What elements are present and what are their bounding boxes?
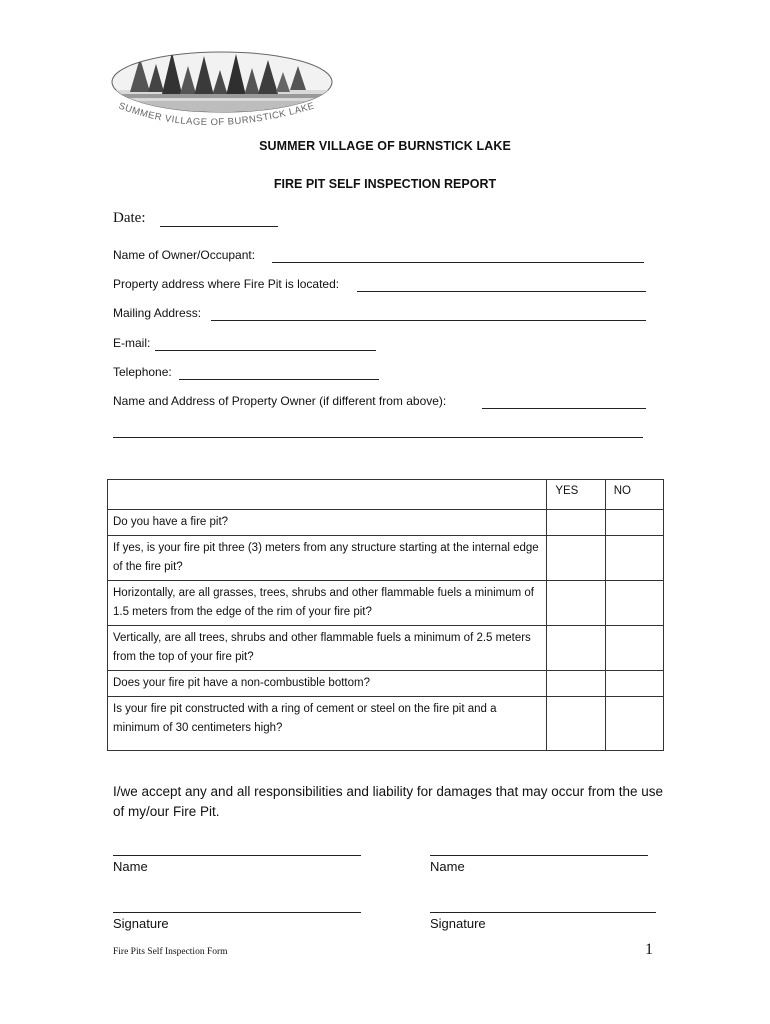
name-right-label: Name	[430, 859, 465, 874]
owner-different-label: Name and Address of Property Owner (if different from above):	[113, 394, 447, 408]
document-title: SUMMER VILLAGE OF BURNSTICK LAKE	[259, 139, 511, 153]
table-row	[108, 581, 664, 626]
answer-no-1[interactable]	[605, 510, 663, 536]
question-5: Does your fire pit have a non-combustible bottom?	[108, 671, 547, 697]
answer-no-2[interactable]	[605, 536, 663, 581]
signature-left-line[interactable]	[113, 912, 361, 913]
name-left-line[interactable]	[113, 855, 361, 856]
answer-yes-6[interactable]	[547, 697, 605, 751]
no-header: NO	[605, 480, 663, 510]
signature-right-line[interactable]	[430, 912, 656, 913]
table-header-row	[108, 480, 664, 510]
name-left-label: Name	[113, 859, 148, 874]
answer-no-5[interactable]	[605, 671, 663, 697]
date-field[interactable]	[160, 226, 278, 227]
logo-text: SUMMER VILLAGE OF BURNSTICK LAKE	[116, 100, 316, 129]
question-1: Do you have a fire pit?	[108, 510, 547, 536]
question-2: If yes, is your fire pit three (3) meters from any structure starting at the internal edge of the fire pit?	[108, 536, 547, 581]
mailing-address-label: Mailing Address:	[113, 306, 202, 320]
village-logo	[110, 46, 336, 146]
email-field[interactable]	[155, 350, 376, 351]
page-number: 1	[645, 941, 653, 958]
signature-right-label: Signature	[430, 916, 486, 931]
table-row	[108, 671, 664, 697]
answer-no-3[interactable]	[605, 581, 663, 626]
table-row	[108, 697, 664, 751]
table-row	[108, 626, 664, 671]
document-subtitle: FIRE PIT SELF INSPECTION REPORT	[273, 177, 497, 191]
date-label: Date:	[113, 210, 146, 226]
answer-yes-2[interactable]	[547, 536, 605, 581]
owner-different-field[interactable]	[482, 408, 646, 409]
signature-left-label: Signature	[113, 916, 169, 931]
table-row	[108, 536, 664, 581]
answer-yes-1[interactable]	[547, 510, 605, 536]
telephone-field[interactable]	[179, 379, 379, 380]
property-address-field[interactable]	[357, 291, 646, 292]
acceptance-statement: I/we accept any and all responsibilities and liability for damages that may occur from the use of my/our Fire Pit.	[113, 784, 664, 819]
owner-label: Name of Owner/Occupant:	[113, 248, 256, 262]
question-4: Vertically, are all trees, shrubs and other flammable fuels a minimum of 2.5 meters from the top of your fire pit?	[108, 626, 547, 671]
name-right-line[interactable]	[430, 855, 648, 856]
owner-field[interactable]	[272, 262, 644, 263]
yes-header: YES	[547, 480, 605, 510]
table-row	[108, 510, 664, 536]
email-label: E-mail:	[113, 336, 151, 350]
table-header-blank	[108, 480, 547, 510]
property-address-label: Property address where Fire Pit is located:	[113, 277, 340, 291]
footer-form-name: Fire Pits Self Inspection Form	[113, 947, 228, 957]
telephone-label: Telephone:	[113, 365, 172, 379]
answer-yes-3[interactable]	[547, 581, 605, 626]
owner-different-field-line2[interactable]	[113, 437, 643, 438]
inspection-table	[107, 479, 664, 751]
answer-yes-5[interactable]	[547, 671, 605, 697]
answer-no-4[interactable]	[605, 626, 663, 671]
mailing-address-field[interactable]	[211, 320, 646, 321]
answer-no-6[interactable]	[605, 697, 663, 751]
question-6: Is your fire pit constructed with a ring of cement or steel on the fire pit and a minimum of 30 centimeters high?	[108, 697, 547, 751]
question-3: Horizontally, are all grasses, trees, shrubs and other flammable fuels a minimum of 1.5 meters from the edge of the rim of your fire pit?	[108, 581, 547, 626]
answer-yes-4[interactable]	[547, 626, 605, 671]
